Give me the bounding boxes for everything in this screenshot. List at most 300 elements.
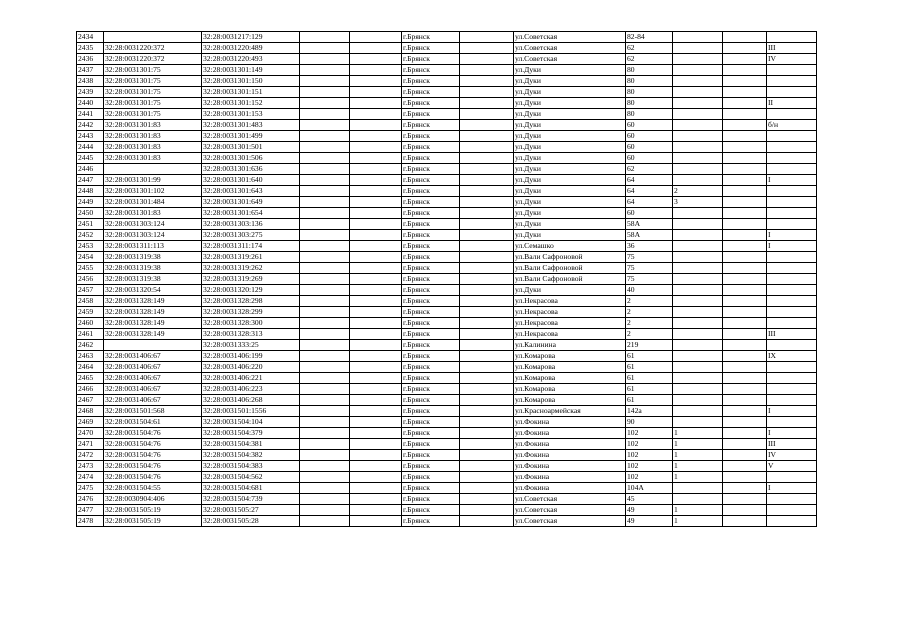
- col-blank-3-cell: [460, 450, 514, 461]
- cadastral-parent-cell: 32:28:0031311:113: [104, 241, 202, 252]
- col-blank-2-cell: [350, 76, 402, 87]
- house-number-cell: 80: [626, 109, 673, 120]
- city-cell: г.Брянск: [402, 76, 460, 87]
- col-blank-4-cell: [723, 505, 767, 516]
- cadastral-parent-cell: 32:28:0031301:75: [104, 76, 202, 87]
- cadastral-number-cell: 32:28:0031328:299: [202, 307, 300, 318]
- cadastral-number-cell: 32:28:0031504:383: [202, 461, 300, 472]
- col-blank-3-cell: [460, 340, 514, 351]
- cadastral-parent-cell: 32:28:0031301:83: [104, 153, 202, 164]
- house-number-cell: 60: [626, 131, 673, 142]
- col-blank-2-cell: [350, 32, 402, 43]
- row-number-cell: 2475: [77, 483, 104, 494]
- row-number-cell: 2461: [77, 329, 104, 340]
- city-cell: г.Брянск: [402, 263, 460, 274]
- building-number-cell: 1: [673, 472, 723, 483]
- building-number-cell: [673, 241, 723, 252]
- city-cell: г.Брянск: [402, 230, 460, 241]
- city-cell: г.Брянск: [402, 274, 460, 285]
- city-cell: г.Брянск: [402, 483, 460, 494]
- row-number-cell: 2466: [77, 384, 104, 395]
- table-row: [77, 373, 817, 384]
- col-blank-2-cell: [350, 472, 402, 483]
- cadastral-number-cell: 32:28:0031406:199: [202, 351, 300, 362]
- cadastral-parent-cell: 32:28:0031301:484: [104, 197, 202, 208]
- col-blank-1-cell: [300, 395, 350, 406]
- cadastral-parent-cell: [104, 164, 202, 175]
- col-blank-4-cell: [723, 318, 767, 329]
- col-blank-3-cell: [460, 439, 514, 450]
- col-blank-3-cell: [460, 395, 514, 406]
- cadastral-parent-cell: 32:28:0031406:67: [104, 395, 202, 406]
- row-number-cell: 2470: [77, 428, 104, 439]
- col-blank-2-cell: [350, 285, 402, 296]
- street-cell: ул.Фокина: [514, 428, 626, 439]
- house-number-cell: 36: [626, 241, 673, 252]
- cadastral-parent-cell: [104, 340, 202, 351]
- street-cell: ул.Дуки: [514, 87, 626, 98]
- cadastral-parent-cell: 32:28:0031301:83: [104, 208, 202, 219]
- building-number-cell: [673, 252, 723, 263]
- col-blank-2-cell: [350, 274, 402, 285]
- col-blank-4-cell: [723, 87, 767, 98]
- cadastral-number-cell: 32:28:0031220:493: [202, 54, 300, 65]
- cadastral-number-cell: 32:28:0031504:562: [202, 472, 300, 483]
- cadastral-number-cell: 32:28:0031328:300: [202, 318, 300, 329]
- cadastral-parent-cell: 32:28:0031504:76: [104, 428, 202, 439]
- col-blank-4-cell: [723, 142, 767, 153]
- row-number-cell: 2467: [77, 395, 104, 406]
- room-number-cell: [767, 32, 817, 43]
- building-number-cell: 1: [673, 428, 723, 439]
- col-blank-3-cell: [460, 175, 514, 186]
- building-number-cell: [673, 263, 723, 274]
- house-number-cell: 75: [626, 252, 673, 263]
- building-number-cell: 1: [673, 516, 723, 527]
- col-blank-4-cell: [723, 439, 767, 450]
- table-row: [77, 32, 817, 43]
- col-blank-1-cell: [300, 54, 350, 65]
- table-row: [77, 274, 817, 285]
- row-number-cell: 2469: [77, 417, 104, 428]
- col-blank-4-cell: [723, 373, 767, 384]
- col-blank-4-cell: [723, 351, 767, 362]
- house-number-cell: 61: [626, 351, 673, 362]
- col-blank-2-cell: [350, 164, 402, 175]
- house-number-cell: 62: [626, 54, 673, 65]
- building-number-cell: [673, 142, 723, 153]
- room-number-cell: б/н: [767, 120, 817, 131]
- col-blank-3-cell: [460, 87, 514, 98]
- col-blank-4-cell: [723, 230, 767, 241]
- col-blank-1-cell: [300, 450, 350, 461]
- col-blank-2-cell: [350, 439, 402, 450]
- room-number-cell: [767, 472, 817, 483]
- row-number-cell: 2449: [77, 197, 104, 208]
- room-number-cell: I: [767, 241, 817, 252]
- col-blank-2-cell: [350, 362, 402, 373]
- house-number-cell: 102: [626, 439, 673, 450]
- col-blank-4-cell: [723, 252, 767, 263]
- cadastral-number-cell: 32:28:0031406:268: [202, 395, 300, 406]
- street-cell: ул.Дуки: [514, 230, 626, 241]
- col-blank-2-cell: [350, 153, 402, 164]
- cadastral-parent-cell: 32:28:0031303:124: [104, 219, 202, 230]
- col-blank-2-cell: [350, 296, 402, 307]
- col-blank-3-cell: [460, 384, 514, 395]
- col-blank-3-cell: [460, 186, 514, 197]
- col-blank-2-cell: [350, 450, 402, 461]
- cadastral-parent-cell: 32:28:0031301:75: [104, 109, 202, 120]
- col-blank-4-cell: [723, 461, 767, 472]
- row-number-cell: 2456: [77, 274, 104, 285]
- street-cell: ул.Советская: [514, 494, 626, 505]
- col-blank-2-cell: [350, 186, 402, 197]
- row-number-cell: 2451: [77, 219, 104, 230]
- table-row: [77, 450, 817, 461]
- col-blank-1-cell: [300, 76, 350, 87]
- table-row: [77, 263, 817, 274]
- city-cell: г.Брянск: [402, 164, 460, 175]
- col-blank-1-cell: [300, 131, 350, 142]
- col-blank-3-cell: [460, 318, 514, 329]
- cadastral-number-cell: 32:28:0031301:640: [202, 175, 300, 186]
- col-blank-4-cell: [723, 65, 767, 76]
- row-number-cell: 2463: [77, 351, 104, 362]
- room-number-cell: I: [767, 428, 817, 439]
- col-blank-1-cell: [300, 384, 350, 395]
- room-number-cell: [767, 142, 817, 153]
- house-number-cell: 60: [626, 208, 673, 219]
- street-cell: ул.Дуки: [514, 98, 626, 109]
- street-cell: ул.Семашко: [514, 241, 626, 252]
- street-cell: ул.Некрасова: [514, 318, 626, 329]
- cadastral-number-cell: 32:28:0031301:499: [202, 131, 300, 142]
- city-cell: г.Брянск: [402, 219, 460, 230]
- house-number-cell: 2: [626, 318, 673, 329]
- house-number-cell: 40: [626, 285, 673, 296]
- street-cell: ул.Дуки: [514, 186, 626, 197]
- col-blank-3-cell: [460, 120, 514, 131]
- building-number-cell: [673, 318, 723, 329]
- row-number-cell: 2464: [77, 362, 104, 373]
- cadastral-parent-cell: 32:28:0031328:149: [104, 329, 202, 340]
- row-number-cell: 2445: [77, 153, 104, 164]
- col-blank-1-cell: [300, 32, 350, 43]
- row-number-cell: 2453: [77, 241, 104, 252]
- street-cell: ул.Дуки: [514, 120, 626, 131]
- col-blank-1-cell: [300, 87, 350, 98]
- city-cell: г.Брянск: [402, 197, 460, 208]
- building-number-cell: [673, 219, 723, 230]
- col-blank-3-cell: [460, 329, 514, 340]
- col-blank-2-cell: [350, 131, 402, 142]
- table-row: [77, 175, 817, 186]
- col-blank-1-cell: [300, 318, 350, 329]
- col-blank-2-cell: [350, 373, 402, 384]
- table-row: [77, 439, 817, 450]
- building-number-cell: [673, 109, 723, 120]
- cadastral-number-cell: 32:28:0031301:506: [202, 153, 300, 164]
- room-number-cell: [767, 274, 817, 285]
- city-cell: г.Брянск: [402, 318, 460, 329]
- col-blank-1-cell: [300, 516, 350, 527]
- house-number-cell: 64: [626, 175, 673, 186]
- house-number-cell: 219: [626, 340, 673, 351]
- room-number-cell: [767, 340, 817, 351]
- house-number-cell: 64: [626, 197, 673, 208]
- house-number-cell: 90: [626, 417, 673, 428]
- city-cell: г.Брянск: [402, 208, 460, 219]
- house-number-cell: 102: [626, 472, 673, 483]
- building-number-cell: [673, 351, 723, 362]
- street-cell: ул.Фокина: [514, 461, 626, 472]
- col-blank-1-cell: [300, 373, 350, 384]
- street-cell: ул.Фокина: [514, 483, 626, 494]
- col-blank-3-cell: [460, 219, 514, 230]
- building-number-cell: [673, 175, 723, 186]
- street-cell: ул.Дуки: [514, 175, 626, 186]
- col-blank-3-cell: [460, 197, 514, 208]
- col-blank-3-cell: [460, 109, 514, 120]
- col-blank-3-cell: [460, 164, 514, 175]
- building-number-cell: 1: [673, 450, 723, 461]
- row-number-cell: 2458: [77, 296, 104, 307]
- cadastral-parent-cell: 32:28:0031406:67: [104, 362, 202, 373]
- col-blank-4-cell: [723, 153, 767, 164]
- building-number-cell: [673, 417, 723, 428]
- table-row: [77, 505, 817, 516]
- row-number-cell: 2444: [77, 142, 104, 153]
- col-blank-4-cell: [723, 109, 767, 120]
- cadastral-number-cell: 32:28:0031333:25: [202, 340, 300, 351]
- row-number-cell: 2473: [77, 461, 104, 472]
- table-row: [77, 461, 817, 472]
- room-number-cell: [767, 109, 817, 120]
- building-number-cell: [673, 43, 723, 54]
- city-cell: г.Брянск: [402, 296, 460, 307]
- col-blank-2-cell: [350, 252, 402, 263]
- building-number-cell: [673, 329, 723, 340]
- cadastral-parent-cell: 32:28:0031505:19: [104, 505, 202, 516]
- col-blank-2-cell: [350, 340, 402, 351]
- table-row: [77, 516, 817, 527]
- cadastral-parent-cell: 32:28:0031406:67: [104, 373, 202, 384]
- city-cell: г.Брянск: [402, 285, 460, 296]
- house-number-cell: 49: [626, 516, 673, 527]
- col-blank-1-cell: [300, 120, 350, 131]
- cadastral-number-cell: 32:28:0031301:501: [202, 142, 300, 153]
- cadastral-number-cell: 32:28:0031303:275: [202, 230, 300, 241]
- table-row: [77, 417, 817, 428]
- col-blank-1-cell: [300, 329, 350, 340]
- house-number-cell: 102: [626, 450, 673, 461]
- building-number-cell: [673, 98, 723, 109]
- room-number-cell: [767, 131, 817, 142]
- table-row: [77, 87, 817, 98]
- col-blank-3-cell: [460, 263, 514, 274]
- building-number-cell: 3: [673, 197, 723, 208]
- table-row: [77, 384, 817, 395]
- city-cell: г.Брянск: [402, 252, 460, 263]
- room-number-cell: [767, 494, 817, 505]
- col-blank-3-cell: [460, 516, 514, 527]
- room-number-cell: [767, 263, 817, 274]
- house-number-cell: 61: [626, 362, 673, 373]
- building-number-cell: [673, 285, 723, 296]
- city-cell: г.Брянск: [402, 186, 460, 197]
- table-row: [77, 131, 817, 142]
- room-number-cell: III: [767, 43, 817, 54]
- city-cell: г.Брянск: [402, 142, 460, 153]
- row-number-cell: 2439: [77, 87, 104, 98]
- col-blank-3-cell: [460, 351, 514, 362]
- cadastral-parent-cell: 32:28:0031301:75: [104, 65, 202, 76]
- table-row: [77, 252, 817, 263]
- building-number-cell: [673, 54, 723, 65]
- col-blank-3-cell: [460, 307, 514, 318]
- col-blank-2-cell: [350, 494, 402, 505]
- room-number-cell: II: [767, 98, 817, 109]
- col-blank-1-cell: [300, 164, 350, 175]
- col-blank-1-cell: [300, 230, 350, 241]
- col-blank-1-cell: [300, 175, 350, 186]
- table-row: [77, 428, 817, 439]
- city-cell: г.Брянск: [402, 43, 460, 54]
- cadastral-number-cell: 32:28:0031301:636: [202, 164, 300, 175]
- city-cell: г.Брянск: [402, 439, 460, 450]
- street-cell: ул.Комарова: [514, 362, 626, 373]
- col-blank-1-cell: [300, 494, 350, 505]
- cadastral-number-cell: 32:28:0031320:129: [202, 285, 300, 296]
- house-number-cell: 2: [626, 296, 673, 307]
- col-blank-3-cell: [460, 32, 514, 43]
- col-blank-2-cell: [350, 175, 402, 186]
- row-number-cell: 2435: [77, 43, 104, 54]
- col-blank-3-cell: [460, 153, 514, 164]
- col-blank-1-cell: [300, 461, 350, 472]
- street-cell: ул.Дуки: [514, 131, 626, 142]
- cadastral-parent-cell: 32:28:0031319:38: [104, 274, 202, 285]
- city-cell: г.Брянск: [402, 87, 460, 98]
- building-number-cell: [673, 65, 723, 76]
- street-cell: ул.Некрасова: [514, 307, 626, 318]
- col-blank-4-cell: [723, 417, 767, 428]
- house-number-cell: 80: [626, 65, 673, 76]
- col-blank-4-cell: [723, 186, 767, 197]
- room-number-cell: [767, 197, 817, 208]
- col-blank-1-cell: [300, 109, 350, 120]
- street-cell: ул.Дуки: [514, 164, 626, 175]
- house-number-cell: 64: [626, 186, 673, 197]
- col-blank-1-cell: [300, 296, 350, 307]
- row-number-cell: 2455: [77, 263, 104, 274]
- col-blank-1-cell: [300, 98, 350, 109]
- cadastral-number-cell: 32:28:0031504:681: [202, 483, 300, 494]
- col-blank-2-cell: [350, 219, 402, 230]
- col-blank-2-cell: [350, 384, 402, 395]
- cadastral-number-cell: 32:28:0031328:313: [202, 329, 300, 340]
- city-cell: г.Брянск: [402, 307, 460, 318]
- col-blank-1-cell: [300, 197, 350, 208]
- room-number-cell: I: [767, 406, 817, 417]
- col-blank-2-cell: [350, 241, 402, 252]
- city-cell: г.Брянск: [402, 428, 460, 439]
- col-blank-1-cell: [300, 153, 350, 164]
- street-cell: ул.Фокина: [514, 450, 626, 461]
- house-number-cell: 45: [626, 494, 673, 505]
- house-number-cell: 58А: [626, 219, 673, 230]
- col-blank-2-cell: [350, 142, 402, 153]
- city-cell: г.Брянск: [402, 362, 460, 373]
- row-number-cell: 2436: [77, 54, 104, 65]
- table-row: [77, 406, 817, 417]
- table-row: [77, 329, 817, 340]
- col-blank-2-cell: [350, 307, 402, 318]
- col-blank-2-cell: [350, 483, 402, 494]
- room-number-cell: [767, 307, 817, 318]
- col-blank-1-cell: [300, 351, 350, 362]
- col-blank-1-cell: [300, 43, 350, 54]
- cadastral-parent-cell: 32:28:0031301:83: [104, 131, 202, 142]
- col-blank-4-cell: [723, 307, 767, 318]
- col-blank-1-cell: [300, 263, 350, 274]
- building-number-cell: 1: [673, 505, 723, 516]
- street-cell: ул.Дуки: [514, 153, 626, 164]
- col-blank-1-cell: [300, 406, 350, 417]
- building-number-cell: [673, 87, 723, 98]
- building-number-cell: [673, 32, 723, 43]
- cadastral-parent-cell: 32:28:0031303:124: [104, 230, 202, 241]
- room-number-cell: [767, 395, 817, 406]
- table-row: [77, 197, 817, 208]
- room-number-cell: I: [767, 483, 817, 494]
- street-cell: ул.Комарова: [514, 384, 626, 395]
- cadastral-parent-cell: 32:28:0031301:99: [104, 175, 202, 186]
- table-row: [77, 76, 817, 87]
- house-number-cell: 61: [626, 384, 673, 395]
- col-blank-4-cell: [723, 164, 767, 175]
- room-number-cell: IV: [767, 54, 817, 65]
- house-number-cell: 102: [626, 428, 673, 439]
- col-blank-1-cell: [300, 186, 350, 197]
- cadastral-parent-cell: 32:28:0030904:406: [104, 494, 202, 505]
- room-number-cell: [767, 362, 817, 373]
- row-number-cell: 2471: [77, 439, 104, 450]
- street-cell: ул.Красноармейская: [514, 406, 626, 417]
- col-blank-2-cell: [350, 329, 402, 340]
- city-cell: г.Брянск: [402, 153, 460, 164]
- cadastral-parent-cell: 32:28:0031406:67: [104, 384, 202, 395]
- col-blank-3-cell: [460, 76, 514, 87]
- cadastral-number-cell: 32:28:0031301:649: [202, 197, 300, 208]
- col-blank-1-cell: [300, 285, 350, 296]
- col-blank-4-cell: [723, 274, 767, 285]
- col-blank-3-cell: [460, 472, 514, 483]
- building-number-cell: [673, 307, 723, 318]
- house-number-cell: 61: [626, 373, 673, 384]
- cadastral-parent-cell: 32:28:0031505:19: [104, 516, 202, 527]
- col-blank-3-cell: [460, 406, 514, 417]
- col-blank-4-cell: [723, 450, 767, 461]
- street-cell: ул.Калинина: [514, 340, 626, 351]
- col-blank-4-cell: [723, 483, 767, 494]
- cadastral-number-cell: 32:28:0031504:739: [202, 494, 300, 505]
- city-cell: г.Брянск: [402, 461, 460, 472]
- building-number-cell: [673, 384, 723, 395]
- row-number-cell: 2434: [77, 32, 104, 43]
- col-blank-2-cell: [350, 351, 402, 362]
